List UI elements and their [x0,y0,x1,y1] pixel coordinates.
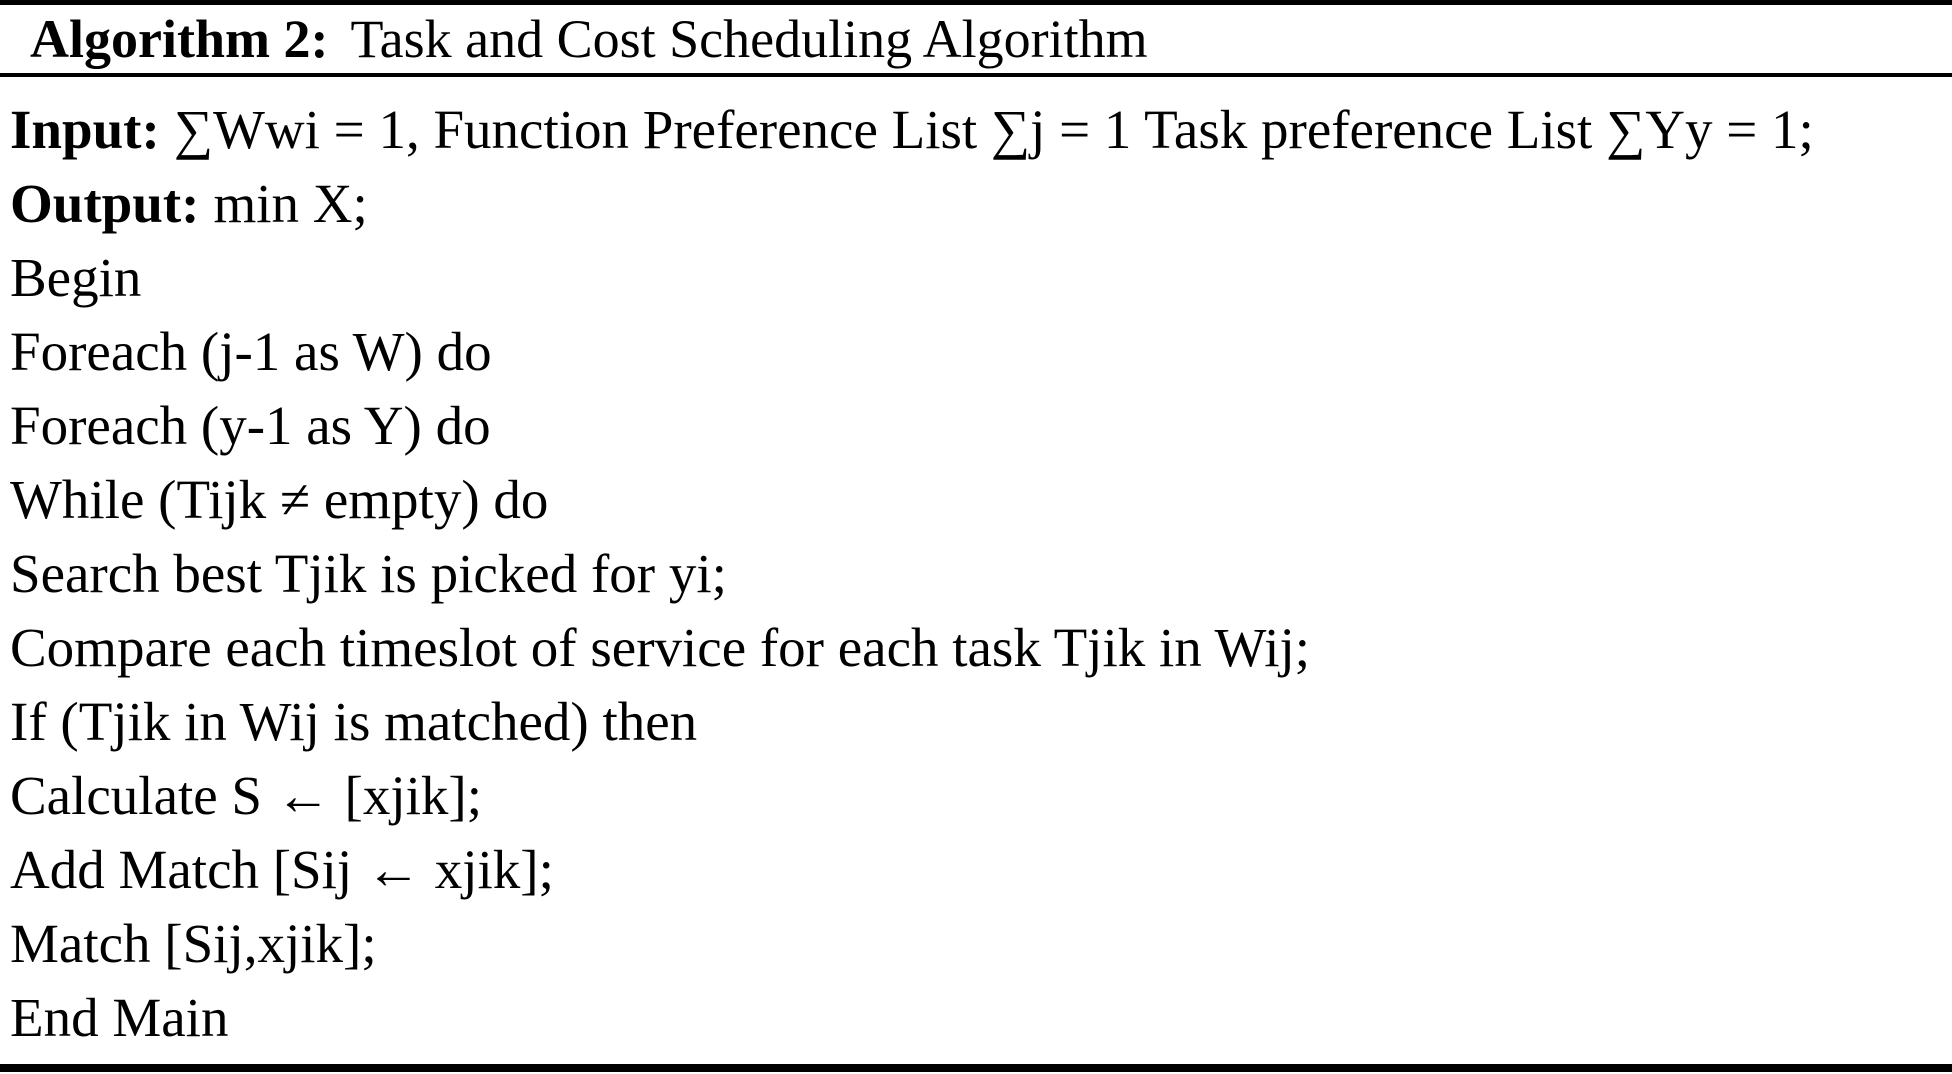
input-text: ∑Wwi = 1, Function Preference List ∑j = 1 Task preference List ∑Yy = 1; [173,99,1814,160]
pseudocode-line: Calculate S ← [xjik]; [10,765,482,826]
pseudocode-line: Search best Tjik is picked for yi; [10,543,727,604]
pseudocode-body [0,77,1952,1064]
pseudocode-line: End Main [10,987,229,1048]
pseudocode-line: If (Tjik in Wij is matched) then [10,691,698,752]
pseudocode-line: Compare each timeslot of service for each task Tjik in Wij; [10,617,1311,678]
output-line [10,167,1942,241]
input-line [10,93,1942,167]
pseudocode-line: While (Tijk ≠ empty) do [10,469,549,530]
input-label: Input: [10,99,160,160]
output-label: Output: [10,173,200,234]
pseudocode-line: Foreach (j-1 as W) do [10,321,492,382]
pseudocode-line: Add Match [Sij ← xjik]; [10,839,554,900]
bottom-rule [0,1064,1952,1072]
pseudocode-line: Match [Sij,xjik]; [10,913,377,974]
output-text: min X; [213,173,368,234]
algorithm-title: Task and Cost Scheduling Algorithm [350,9,1148,69]
algorithm-title-row [0,5,1952,73]
pseudocode-line: Begin [10,247,142,308]
pseudocode-line: Foreach (y-1 as Y) do [10,395,491,456]
algorithm-number-label: Algorithm 2: [30,9,329,69]
